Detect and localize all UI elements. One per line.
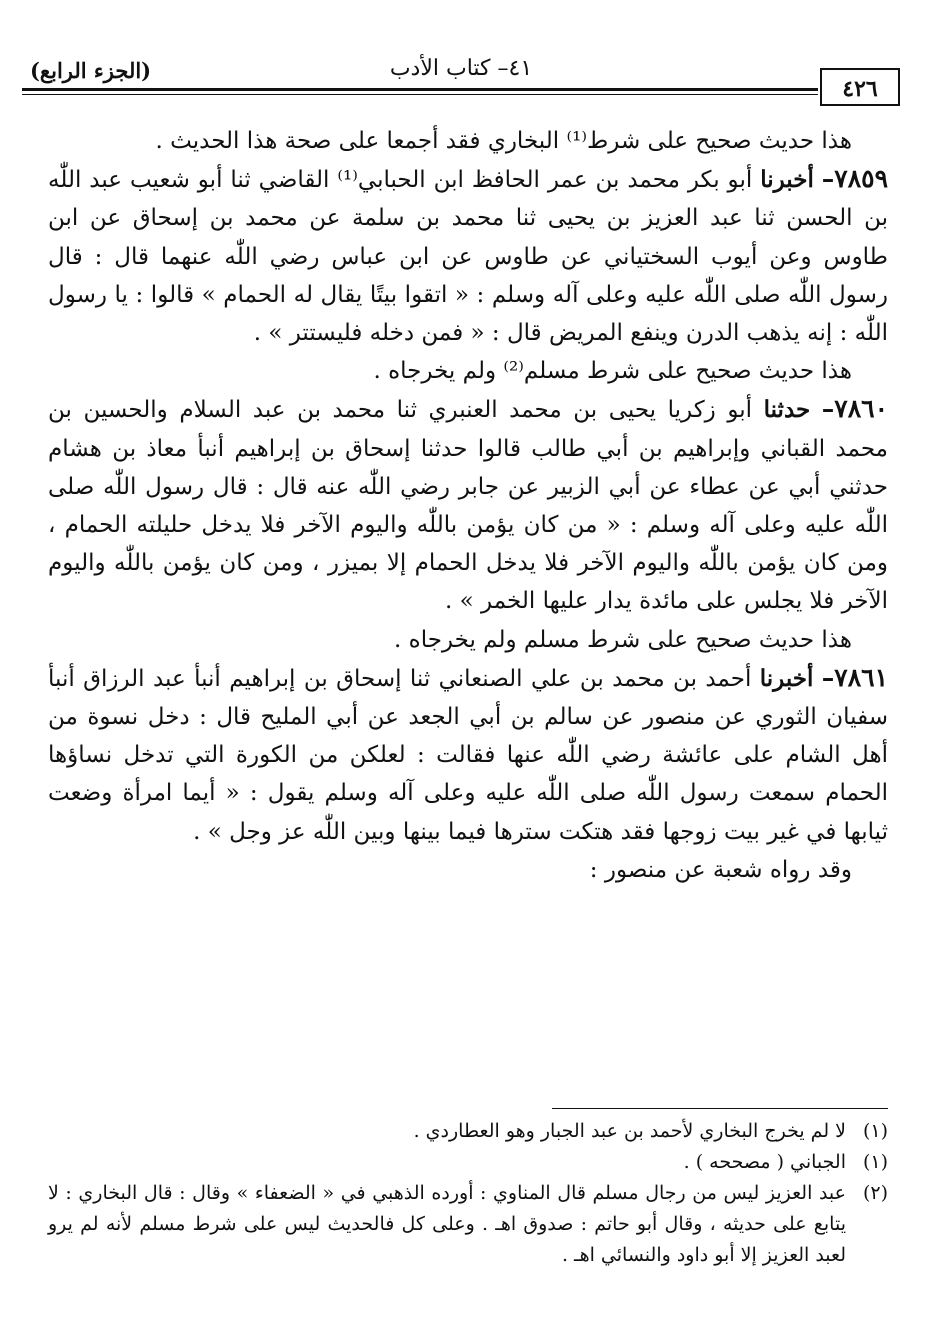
hadith-7861 (48, 659, 888, 851)
footnote (48, 1178, 888, 1271)
main-text (48, 122, 888, 889)
hadith-keyword: حدثنا (763, 396, 811, 424)
footnote-text: عبد العزيز ليس من رجال مسلم قال المناوي : أورده الذهبي في « الضعفاء » وقال : قال البخاري : لا يتابع على حديثه ، وقال أبو حاتم : صدوق اهـ . وعلى كل فالحديث ليس على شرط مسلم لأنه لم يرو لعبد العزيز إلا أبو داود والنسائي اهـ . (48, 1182, 846, 1266)
hadith-keyword: أخبرنا (760, 166, 814, 194)
hadith-text: أبو زكريا يحيى بن محمد العنبري ثنا محمد بن عبد السلام والحسين بن محمد القباني وإبراهيم بن أبي طالب قالوا حدثنا إسحاق بن إبراهيم أنبأ معاذ بن هشام حدثني أبي عن عطاء عن أبي الزبير عن جابر رضي اللّٰه عنه قال : قال رسول اللّٰه صلى اللّٰه عليه وعلى آله وسلم : « من كان يؤمن باللّٰه واليوم الآخر فلا يدخل حليلته الحمام ، ومن كان يؤمن باللّٰه واليوم الآخر فلا يدخل الحمام إلا بميزر ، ومن كان يؤمن باللّٰه واليوم الآخر فلا يجلس على مائدة يدار عليها الخمر » . (48, 397, 888, 615)
footnote-rule (552, 1108, 888, 1109)
paragraph: وقد رواه شعبة عن منصور : (589, 856, 852, 883)
hadith-number: ٧٨٥٩– (821, 164, 889, 194)
footnote-text: لا لم يخرج البخاري لأحمد بن عبد الجبار وهو العطاردي . (413, 1120, 846, 1142)
hadith-number: ٧٨٦٠– (821, 394, 889, 424)
hadith-7860 (48, 390, 888, 620)
volume-label: (الجزء الرابع) (30, 58, 152, 83)
footnote-mark: (١) (862, 1120, 888, 1142)
hadith-text: أبو بكر محمد بن عمر الحافظ ابن الحبابي⁽¹⁾ القاضي ثنا أبو شعيب عبد اللّٰه بن الحسن ثنا عبد العزيز بن يحيى ثنا محمد بن سلمة عن محمد بن إسحاق عن ابن طاوس وعن أيوب السختياني عن طاوس عن ابن عباس رضي اللّٰه عنهما قال : قال رسول اللّٰه صلى اللّٰه عليه وعلى آله وسلم : « اتقوا بيتًا يقال له الحمام » قالوا : يا رسول اللّٰه : إنه يذهب الدرن وينفع المريض قال : « فمن دخله فليستتر » . (48, 167, 888, 347)
hadith-number: ٧٨٦١– (821, 662, 888, 692)
page-number: ٤٢٦ (820, 68, 900, 106)
paragraph: هذا حديث صحيح على شرط مسلم ولم يخرجاه . (394, 626, 852, 653)
paragraph: هذا حديث صحيح على شرط⁽¹⁾ البخاري فقد أجمعا على صحة هذا الحديث . (155, 128, 852, 154)
hadith-keyword: أخبرنا (759, 664, 814, 692)
footnote-mark: (١) (862, 1151, 888, 1173)
paragraph: هذا حديث صحيح على شرط مسلم⁽²⁾ ولم يخرجاه . (373, 358, 852, 385)
footnote-text: الجباني ( مصححه ) . (683, 1151, 846, 1173)
chapter-title: ٤١– كتاب الأدب (389, 56, 533, 81)
footnotes (48, 1116, 888, 1271)
hadith-text: أحمد بن محمد بن علي الصنعاني ثنا إسحاق بن إبراهيم أنبأ عبد الرزاق أنبأ سفيان الثوري عن منصور عن سالم بن أبي الجعد عن أبي المليح قال : دخل نسوة من أهل الشام على عائشة رضي اللّٰه عنها فقالت : لعلكن من الكورة التي تدخل نساؤها الحمام سمعت رسول اللّٰه صلى اللّٰه عليه وعلى آله وسلم يقول : « أيما امرأة وضعت ثيابها في غير بيت زوجها فقد هتكت سترها فيما بينها وبين اللّٰه عز وجل » . (48, 665, 888, 845)
header-rule-thin (22, 94, 818, 95)
footnote (48, 1147, 888, 1178)
header-rule-thick (22, 88, 818, 91)
footnote (48, 1116, 888, 1147)
footnote-mark: (٢) (862, 1182, 888, 1204)
hadith-7859 (48, 160, 888, 352)
